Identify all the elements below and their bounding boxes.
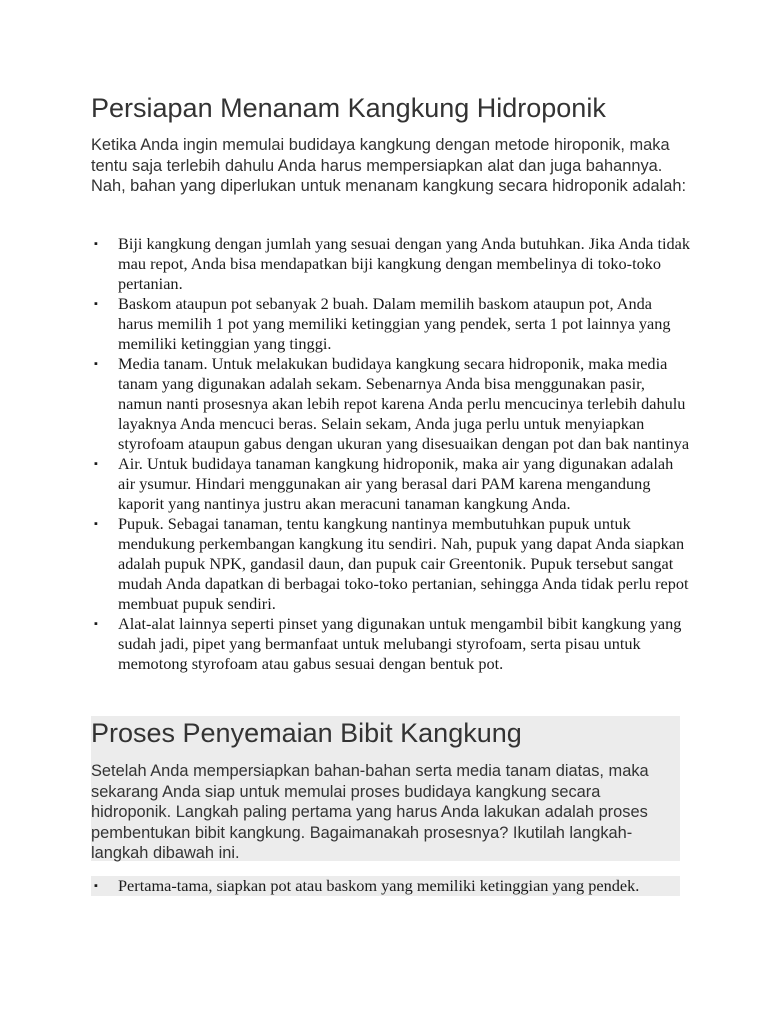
bullet-icon: ▪ xyxy=(94,618,98,630)
list-item-text: Air. Untuk budidaya tanaman kangkung hidroponik, maka air yang digunakan adalah air ysumur. Hindari menggunakan air yang berasal dari PAM karena mengandung kaporit yang nantinya justru akan meracuni tanaman kangkung Anda. xyxy=(118,454,674,513)
list-item-text: Pupuk. Sebagai tanaman, tentu kangkung nantinya membutuhkan pupuk untuk mendukung perkembangan kangkung itu sendiri. Nah, pupuk yang dapat Anda siapkan adalah pupuk NPK, gandasil daun, dan pupuk cair Greentonik. Pupuk tersebut sangat mudah Anda dapatkan di berbagai toko-toko pertanian, sehingga Anda tidak perlu repot membuat pupuk sendiri. xyxy=(118,514,689,613)
section-intro-paragraph: Setelah Anda mempersiapkan bahan-bahan serta media tanam diatas, maka sekarang Anda siap untuk memulai proses budidaya kangkung secara hidroponik. Langkah paling pertama yang harus Anda lakukan adalah proses pembentukan bibit kangkung. Bagaimanakah prosesnya? Ikutilah langkah-langkah dibawah ini. xyxy=(91,762,649,862)
list-item xyxy=(91,234,691,294)
list-item-text: Biji kangkung dengan jumlah yang sesuai dengan yang Anda butuhkan. Jika Anda tidak mau repot, Anda bisa mendapatkan biji kangkung dengan membelinya di toko-toko pertanian. xyxy=(118,234,690,293)
bullet-icon: ▪ xyxy=(94,358,98,370)
section-intro-paragraph: Ketika Anda ingin memulai budidaya kangkung dengan metode hiroponik, maka tentu saja terlebih dahulu Anda harus mempersiapkan alat dan juga bahannya. Nah, bahan yang diperlukan untuk menanam kangkung secara hidroponik adalah: xyxy=(91,136,687,195)
highlighted-section xyxy=(91,716,680,861)
bullet-icon: ▪ xyxy=(94,238,98,250)
bullet-icon: ▪ xyxy=(94,298,98,310)
list-item-text: Media tanam. Untuk melakukan budidaya kangkung secara hidroponik, maka media tanam yang digunakan adalah sekam. Sebenarnya Anda bisa menggunakan pasir, namun nanti prosesnya akan lebih repot karena Anda perlu mencucinya terlebih dahulu layaknya Anda mencuci beras. Selain sekam, Anda juga perlu untuk menyiapkan styrofoam ataupun gabus dengan ukuran yang disesuaikan dengan pot dan bak nantinya xyxy=(118,354,690,453)
list-item-text: Alat-alat lainnya seperti pinset yang digunakan untuk mengambil bibit kangkung yang sudah jadi, pipet yang bermanfaat untuk melubangi styrofoam, serta pisau untuk memotong styrofoam atau gabus sesuai dengan bentuk pot. xyxy=(118,614,682,673)
list-item xyxy=(91,614,691,674)
steps-list xyxy=(91,876,680,896)
section-title-persiapan: Persiapan Menanam Kangkung Hidroponik xyxy=(91,93,606,123)
list-item xyxy=(91,454,691,514)
list-item xyxy=(91,294,691,354)
materials-list xyxy=(91,234,691,674)
list-item-text: Pertama-tama, siapkan pot atau baskom yang memiliki ketinggian yang pendek. xyxy=(118,876,640,895)
list-item xyxy=(91,514,691,614)
list-item xyxy=(91,876,680,896)
bullet-icon: ▪ xyxy=(94,518,98,530)
section-title-penyemaian: Proses Penyemaian Bibit Kangkung xyxy=(91,718,522,748)
bullet-icon: ▪ xyxy=(94,880,98,892)
bullet-icon: ▪ xyxy=(94,458,98,470)
list-item xyxy=(91,354,691,454)
list-item-text: Baskom ataupun pot sebanyak 2 buah. Dalam memilih baskom ataupun pot, Anda harus memilih 1 pot yang memiliki ketinggian yang pendek, serta 1 pot lainnya yang memiliki ketinggian yang tinggi. xyxy=(118,294,671,353)
